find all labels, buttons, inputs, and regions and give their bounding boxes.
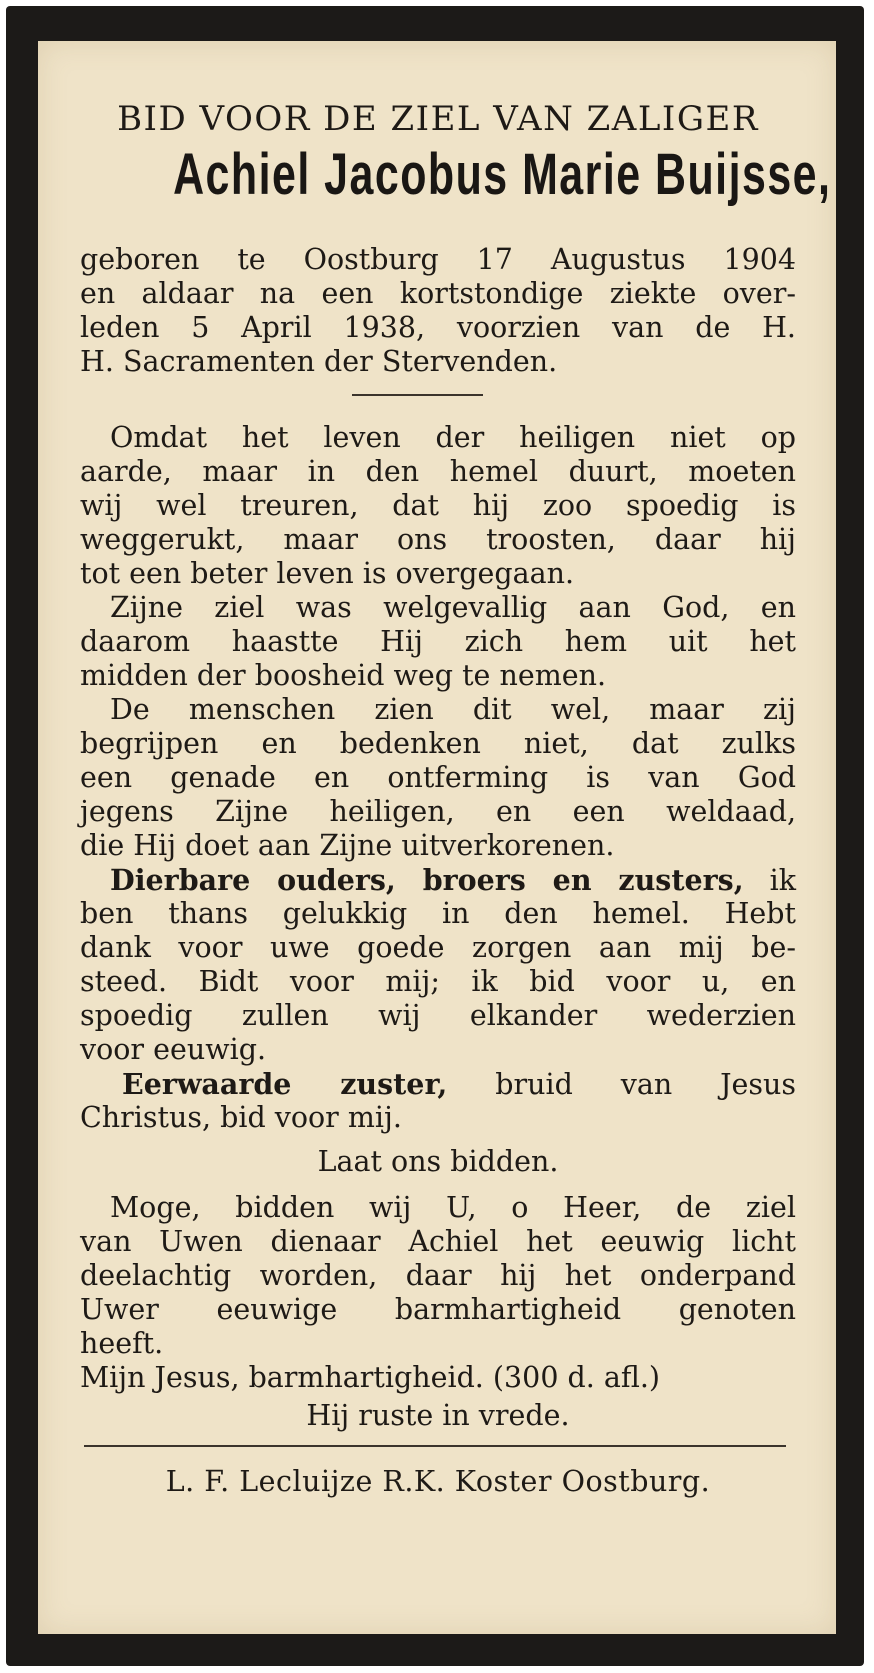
paragraph-line: daarom haastte Hij zich hem uit het [80, 625, 796, 658]
bio-line: leden 5 April 1938, voorzien van de H. [80, 311, 796, 344]
phrase: bruid van Jesus [447, 1068, 796, 1101]
bio-line: en aldaar na een kortstondige ziekte over- [80, 277, 796, 310]
prayer-line: Uwer eeuwige barmhartigheid genoten [80, 1293, 796, 1326]
header-text: BID VOOR DE ZIEL VAN ZALIGER [117, 99, 759, 139]
paragraph-line: weggerukt, maar ons troosten, daar hij [80, 523, 796, 556]
paragraph-line: spoedig zullen wij elkander wederzien [80, 999, 796, 1032]
invocation: Mijn Jesus, barmhartigheid. (300 d. afl.) [80, 1361, 661, 1394]
paragraph-line: De menschen zien dit wel, maar zij [110, 693, 796, 726]
paragraph-line: midden der boosheid weg te nemen. [80, 659, 606, 692]
prayer-line: Moge, bidden wij U, o Heer, de ziel [110, 1191, 796, 1224]
paragraph-line: steed. Bidt voor mij; ik bid voor u, en [80, 965, 796, 998]
paragraph-line [80, 863, 796, 898]
paragraph-line: een genade en ontferming is van God [80, 761, 796, 794]
short-divider [352, 394, 483, 396]
deceased-name: Achiel Jacobus Marie Buijsse, [173, 142, 832, 207]
paragraph-line: Christus, bid voor mij. [80, 1101, 402, 1134]
paragraph-line: die Hij doet aan Zijne uitverkorenen. [80, 829, 615, 862]
paragraph-line: wij wel treuren, dat hij zoo spoedig is [80, 489, 796, 522]
printer-credit: L. F. Lecluijze R.K. Koster Oostburg. [165, 1465, 711, 1498]
prayer-line: heeft. [80, 1327, 164, 1360]
memorial-card [6, 6, 864, 1666]
prayer-line: deelachtig worden, daar hij het onderpand [80, 1259, 796, 1292]
paragraph-line [80, 1067, 796, 1102]
paragraph-line: voor eeuwig. [80, 1033, 267, 1066]
bio-line: geboren te Oostburg 17 Augustus 1904 [80, 243, 796, 276]
bold-phrase: Eerwaarde zuster, [122, 1067, 448, 1101]
paragraph-line: jegens Zijne heiligen, en een weldaad, [80, 795, 796, 828]
prayer-line: van Uwen dienaar Achiel het eeuwig licht [80, 1225, 796, 1258]
paragraph-line: begrijpen en bedenken niet, dat zulks [80, 727, 796, 760]
rest-in-peace: Hij ruste in vrede. [306, 1399, 570, 1432]
paragraph-line: aarde, maar in den hemel duurt, moeten [80, 455, 796, 488]
paragraph-line: Zijne ziel was welgevallig aan God, en [110, 591, 796, 624]
prayer-heading: Laat ons bidden. [317, 1145, 559, 1178]
paragraph-line: ben thans gelukkig in den hemel. Hebt [80, 897, 796, 930]
phrase: ik [743, 864, 796, 897]
long-divider [84, 1445, 786, 1447]
bold-phrase: Dierbare ouders, broers en zusters, [110, 863, 744, 897]
paragraph-line: tot een beter leven is overgegaan. [80, 557, 575, 590]
bio-line: H. Sacramenten der Stervenden. [80, 345, 558, 378]
card-paper [38, 41, 836, 1634]
paragraph-line: Omdat het leven der heiligen niet op [110, 421, 796, 454]
paragraph-line: dank voor uwe goede zorgen aan mij be- [80, 931, 796, 964]
